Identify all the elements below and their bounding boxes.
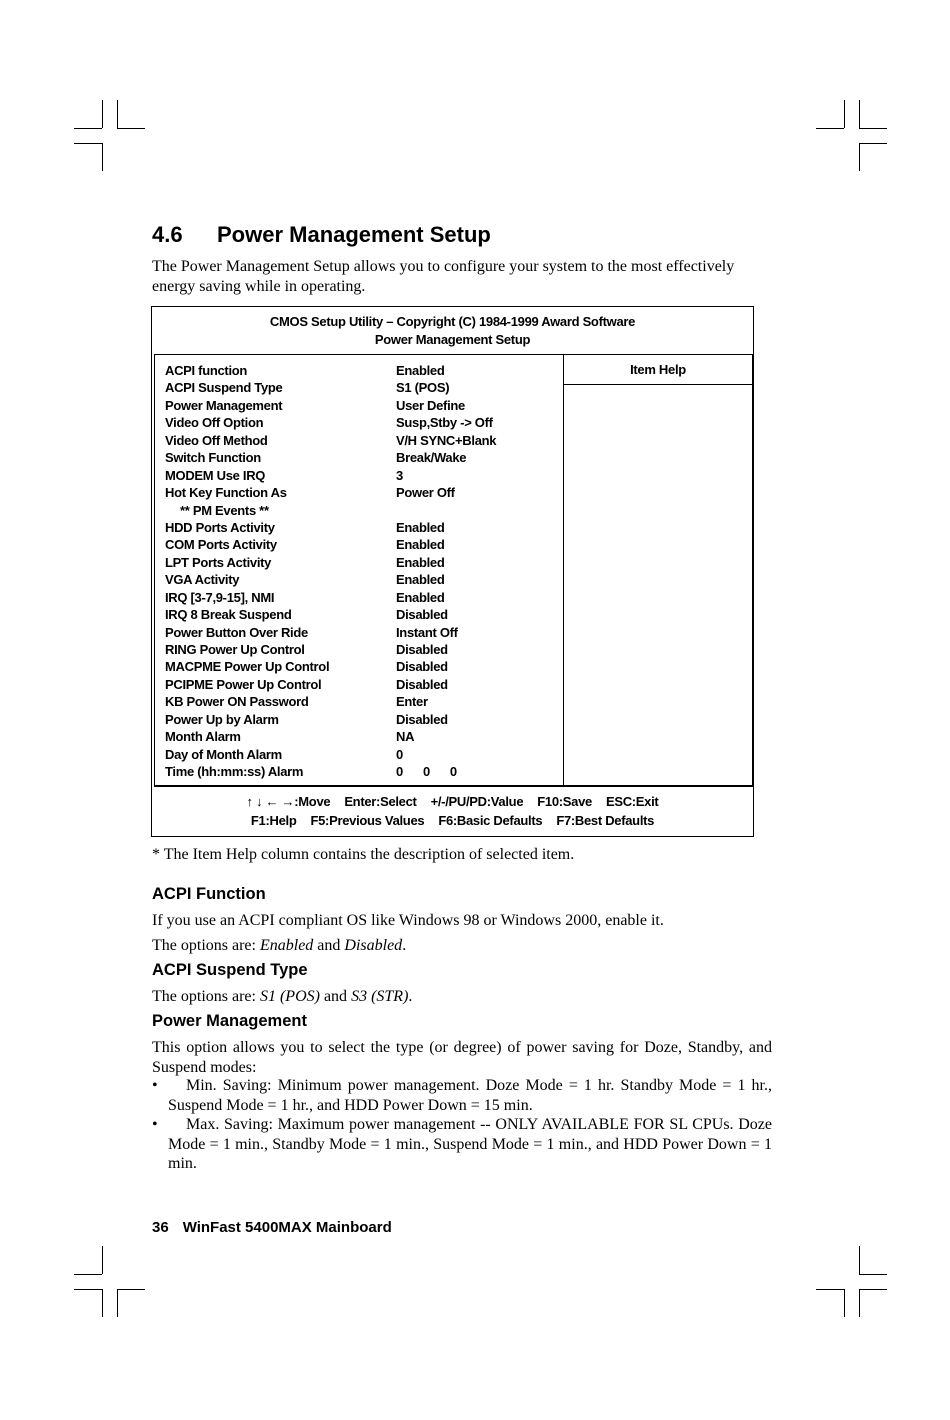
setting-value[interactable]: Disabled [396, 676, 448, 692]
section-number: 4.6 [152, 222, 183, 247]
bios-key-legend [152, 792, 753, 830]
key-legend-item: F10:Save [537, 794, 592, 809]
setting-label: Power Button Over Ride [165, 624, 308, 640]
key-legend-item: F1:Help [250, 813, 297, 828]
setting-value[interactable]: 3 [396, 467, 403, 483]
footer-title: WinFast 5400MAX Mainboard [182, 1219, 392, 1236]
bios-screen [151, 306, 754, 837]
setting-label: MACPME Power Up Control [165, 659, 330, 675]
setting-label: Power Up by Alarm [165, 711, 279, 727]
setting-value[interactable]: Break/Wake [396, 450, 467, 466]
option-disabled: Disabled [344, 937, 403, 954]
setting-value[interactable]: S1 (POS) [396, 380, 450, 396]
section-heading [152, 222, 491, 248]
item-help-panel [563, 355, 752, 785]
page-number: 36 [152, 1219, 169, 1236]
key-legend-item: ESC:Exit [605, 794, 659, 809]
setting-value[interactable]: Disabled [396, 659, 448, 675]
options-and: and [313, 937, 345, 954]
option-enabled: Enabled [259, 937, 314, 954]
setting-label: LPT Ports Activity [165, 554, 272, 570]
power-management-description: This option allows you to select the type (or degree) of power saving for Doze, Standby, and Suspend modes: [152, 1039, 772, 1076]
setting-value[interactable]: Disabled [396, 642, 448, 657]
setting-label: Hot Key Function As [165, 485, 287, 501]
options-period: . [402, 937, 407, 954]
setting-label: COM Ports Activity [165, 537, 277, 553]
acpi-function-options [152, 936, 772, 956]
setting-label: Video Off Option [165, 415, 264, 431]
setting-label: Power Management [165, 397, 283, 413]
setting-label: RING Power Up Control [165, 642, 305, 657]
key-legend-item: F6:Basic Defaults [438, 813, 543, 828]
setting-value[interactable]: Disabled [396, 607, 448, 623]
setting-label: Day of Month Alarm [165, 746, 282, 762]
time-alarm-s[interactable]: 0 [449, 764, 457, 780]
setting-value[interactable]: Enabled [396, 554, 445, 570]
acpi-suspend-heading: ACPI Suspend Type [152, 961, 308, 979]
setting-label: MODEM Use IRQ [165, 467, 266, 483]
key-legend-item: Enter:Select [344, 794, 417, 809]
time-alarm-m[interactable]: 0 [422, 764, 430, 780]
bios-settings-panel [154, 354, 753, 787]
setting-label: Month Alarm [165, 729, 241, 745]
item-help-note: * The Item Help column contains the description of selected item. [152, 846, 575, 863]
option-s1: S1 (POS) [259, 988, 320, 1005]
setting-value[interactable]: Enabled [396, 519, 445, 535]
bios-header-title: CMOS Setup Utility – Copyright (C) 1984-1999 Award Software [269, 314, 636, 329]
options-and: and [319, 988, 352, 1005]
setting-label: ACPI Suspend Type [165, 380, 283, 396]
list-item-text: Min. Saving: Minimum power management. Doze Mode = 1 hr. Standby Mode = 1 hr., Suspend Mode = 1 hr., and HDD Power Down = 15 min. [168, 1077, 772, 1114]
setting-label: IRQ [3-7,9-15], NMI [165, 589, 275, 605]
acpi-function-heading: ACPI Function [152, 885, 266, 903]
item-help-title: Item Help [564, 355, 752, 385]
setting-label: VGA Activity [165, 572, 240, 588]
bios-header-subtitle: Power Management Setup [374, 331, 531, 347]
acpi-function-description: If you use an ACPI compliant OS like Windows 98 or Windows 2000, enable it. [152, 912, 664, 929]
setting-value[interactable]: Disabled [396, 711, 448, 727]
setting-value[interactable]: NA [396, 729, 415, 745]
key-legend-line-2 [152, 811, 753, 830]
setting-label: Video Off Method [165, 432, 268, 448]
setting-label: Time (hh:mm:ss) Alarm [165, 764, 304, 780]
setting-label: KB Power ON Password [165, 694, 309, 710]
setting-label: ACPI function [165, 363, 248, 378]
acpi-suspend-options [152, 987, 772, 1007]
bullet-icon: • [152, 1116, 158, 1133]
setting-value[interactable]: Enabled [396, 572, 445, 588]
setting-label: ** PM Events ** [180, 502, 269, 518]
key-legend-item: F7:Best Defaults [556, 813, 655, 828]
intro-paragraph: The Power Management Setup allows you to configure your system to the most effectively energy saving while in operating. [152, 258, 735, 295]
setting-value[interactable]: Power Off [396, 485, 455, 501]
setting-value[interactable]: Enabled [396, 589, 445, 605]
section-title: Power Management Setup [217, 222, 491, 247]
key-legend-item: F5:Previous Values [310, 813, 425, 828]
bios-header [152, 313, 753, 348]
list-item-text: Max. Saving: Maximum power management -- ONLY AVAILABLE FOR SL CPUs. Doze Mode = 1 min., Standby Mode = 1 min., Suspend Mode = 1 min., and HDD Power Down = 1 min. [168, 1116, 772, 1172]
power-saving-list [152, 1076, 772, 1174]
list-item [152, 1115, 772, 1174]
key-legend-line-1 [152, 792, 753, 811]
key-legend-item: +/-/PU/PD:Value [430, 794, 524, 809]
options-period: . [408, 988, 413, 1005]
option-s3: S3 (STR) [351, 988, 409, 1005]
setting-value[interactable]: Enabled [396, 537, 445, 553]
list-item [152, 1076, 772, 1115]
key-legend-item: ↑ ↓ ← →:Move [246, 794, 331, 809]
time-alarm-h[interactable]: 0 [396, 764, 403, 780]
setting-value[interactable]: Enabled [396, 363, 445, 378]
setting-label: Switch Function [165, 450, 261, 466]
options-prefix: The options are: [152, 988, 260, 1005]
setting-value[interactable]: Instant Off [396, 624, 458, 640]
setting-value[interactable]: V/H SYNC+Blank [396, 432, 497, 448]
setting-label: IRQ 8 Break Suspend [165, 607, 292, 623]
power-management-heading: Power Management [152, 1012, 307, 1030]
setting-value[interactable] [396, 763, 477, 780]
setting-value[interactable]: Susp,Stby -> Off [396, 415, 493, 431]
setting-value[interactable]: 0 [396, 746, 403, 762]
setting-value[interactable]: User Define [396, 397, 465, 413]
bullet-icon: • [152, 1077, 158, 1094]
setting-label: PCIPME Power Up Control [165, 676, 322, 692]
setting-value[interactable]: Enter [396, 694, 428, 710]
page-footer [152, 1219, 392, 1236]
options-prefix: The options are: [152, 937, 260, 954]
setting-label: HDD Ports Activity [165, 519, 275, 535]
